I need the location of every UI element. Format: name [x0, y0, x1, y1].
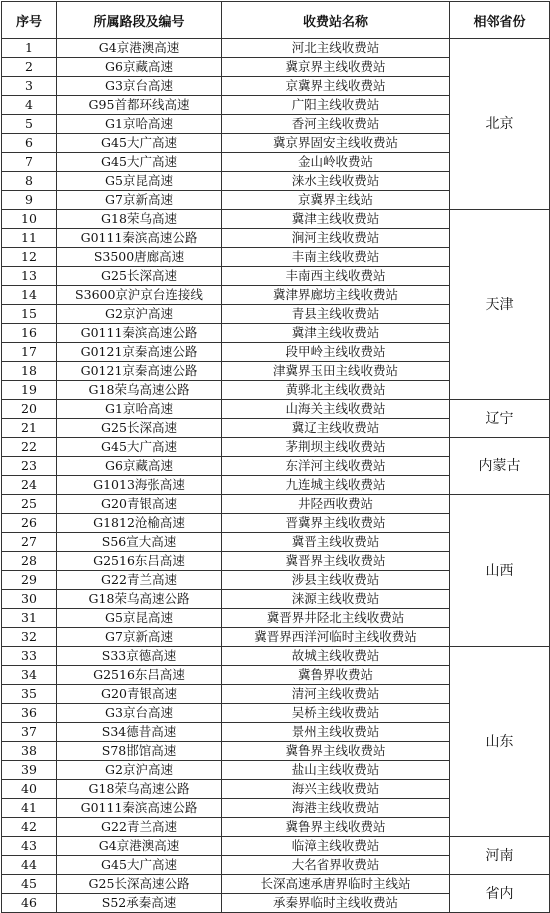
cell-station: 冀晋界西洋河临时主线收费站 [222, 628, 450, 647]
cell-index: 38 [2, 742, 57, 761]
cell-index: 5 [2, 115, 57, 134]
cell-index: 6 [2, 134, 57, 153]
cell-road: G20青银高速 [57, 495, 222, 514]
cell-index: 44 [2, 856, 57, 875]
cell-road: G7京新高速 [57, 628, 222, 647]
cell-station: 冀鲁界收费站 [222, 666, 450, 685]
cell-road: G4京港澳高速 [57, 837, 222, 856]
table-row [2, 39, 550, 58]
cell-road: G0121京秦高速公路 [57, 362, 222, 381]
cell-road: G18荣乌高速公路 [57, 381, 222, 400]
cell-road: G3京台高速 [57, 77, 222, 96]
cell-index: 1 [2, 39, 57, 58]
cell-station: 井陉西收费站 [222, 495, 450, 514]
cell-province: 河南 [450, 837, 550, 875]
cell-road: S3600京沪京台连接线 [57, 286, 222, 305]
cell-station: 京冀界主线收费站 [222, 77, 450, 96]
cell-station: 盐山主线收费站 [222, 761, 450, 780]
cell-road: S33京德高速 [57, 647, 222, 666]
cell-station: 吴桥主线收费站 [222, 704, 450, 723]
cell-index: 4 [2, 96, 57, 115]
cell-station: 冀津主线收费站 [222, 324, 450, 343]
cell-station: 冀京界主线收费站 [222, 58, 450, 77]
header-row [2, 2, 550, 39]
cell-station: 故城主线收费站 [222, 647, 450, 666]
cell-station: 金山岭收费站 [222, 153, 450, 172]
cell-index: 27 [2, 533, 57, 552]
cell-index: 15 [2, 305, 57, 324]
cell-road: G1京哈高速 [57, 400, 222, 419]
cell-road: G20青银高速 [57, 685, 222, 704]
cell-station: 冀晋主线收费站 [222, 533, 450, 552]
cell-station: 香河主线收费站 [222, 115, 450, 134]
cell-index: 17 [2, 343, 57, 362]
cell-station: 山海关主线收费站 [222, 400, 450, 419]
cell-province: 省内 [450, 875, 550, 913]
cell-station: 河北主线收费站 [222, 39, 450, 58]
cell-road: G18荣乌高速公路 [57, 590, 222, 609]
cell-index: 26 [2, 514, 57, 533]
cell-station: 承秦界临时主线收费站 [222, 894, 450, 913]
cell-road: G0111秦滨高速公路 [57, 229, 222, 248]
cell-station: 冀鲁界主线收费站 [222, 742, 450, 761]
cell-station: 涉县主线收费站 [222, 571, 450, 590]
cell-road: G3京台高速 [57, 704, 222, 723]
cell-index: 35 [2, 685, 57, 704]
cell-road: G2京沪高速 [57, 305, 222, 324]
cell-station: 茅荆坝主线收费站 [222, 438, 450, 457]
cell-road: G0111秦滨高速公路 [57, 799, 222, 818]
cell-station: 冀津界廊坊主线收费站 [222, 286, 450, 305]
cell-index: 11 [2, 229, 57, 248]
cell-index: 34 [2, 666, 57, 685]
cell-index: 13 [2, 267, 57, 286]
cell-index: 10 [2, 210, 57, 229]
cell-road: G1013海张高速 [57, 476, 222, 495]
cell-station: 冀晋界主线收费站 [222, 552, 450, 571]
cell-road: G2516东吕高速 [57, 666, 222, 685]
cell-index: 28 [2, 552, 57, 571]
cell-road: G2京沪高速 [57, 761, 222, 780]
cell-road: S3500唐廊高速 [57, 248, 222, 267]
cell-index: 22 [2, 438, 57, 457]
cell-province: 山东 [450, 647, 550, 837]
cell-road: G25长深高速公路 [57, 875, 222, 894]
cell-road: G25长深高速 [57, 419, 222, 438]
cell-index: 42 [2, 818, 57, 837]
cell-station: 青县主线收费站 [222, 305, 450, 324]
cell-province: 内蒙古 [450, 438, 550, 495]
cell-station: 丰南西主线收费站 [222, 267, 450, 286]
cell-station: 九连城主线收费站 [222, 476, 450, 495]
cell-road: G1812沧榆高速 [57, 514, 222, 533]
cell-index: 16 [2, 324, 57, 343]
cell-index: 30 [2, 590, 57, 609]
cell-station: 冀辽主线收费站 [222, 419, 450, 438]
cell-road: G45大广高速 [57, 153, 222, 172]
cell-station: 涧河主线收费站 [222, 229, 450, 248]
cell-index: 37 [2, 723, 57, 742]
table-row [2, 210, 550, 229]
cell-index: 46 [2, 894, 57, 913]
table-row [2, 647, 550, 666]
cell-road: G45大广高速 [57, 438, 222, 457]
cell-index: 14 [2, 286, 57, 305]
cell-station: 京冀界主线站 [222, 191, 450, 210]
cell-road: G0121京秦高速公路 [57, 343, 222, 362]
cell-road: G18荣乌高速 [57, 210, 222, 229]
cell-station: 东洋河主线收费站 [222, 457, 450, 476]
cell-road: G4京港澳高速 [57, 39, 222, 58]
table-row [2, 837, 550, 856]
cell-index: 32 [2, 628, 57, 647]
cell-road: G0111秦滨高速公路 [57, 324, 222, 343]
cell-index: 31 [2, 609, 57, 628]
header-road: 所属路段及编号 [57, 2, 222, 39]
cell-index: 40 [2, 780, 57, 799]
cell-index: 7 [2, 153, 57, 172]
cell-road: G7京新高速 [57, 191, 222, 210]
cell-index: 2 [2, 58, 57, 77]
cell-road: G6京藏高速 [57, 457, 222, 476]
cell-index: 36 [2, 704, 57, 723]
table-row [2, 400, 550, 419]
header-station: 收费站名称 [222, 2, 450, 39]
cell-station: 海港主线收费站 [222, 799, 450, 818]
cell-index: 8 [2, 172, 57, 191]
cell-road: S52承秦高速 [57, 894, 222, 913]
cell-index: 43 [2, 837, 57, 856]
cell-road: G22青兰高速 [57, 818, 222, 837]
cell-index: 24 [2, 476, 57, 495]
cell-station: 涞源主线收费站 [222, 590, 450, 609]
cell-station: 涞水主线收费站 [222, 172, 450, 191]
cell-road: G25长深高速 [57, 267, 222, 286]
cell-index: 12 [2, 248, 57, 267]
table-row [2, 438, 550, 457]
cell-station: 清河主线收费站 [222, 685, 450, 704]
cell-road: G95首都环线高速 [57, 96, 222, 115]
cell-road: S34德昔高速 [57, 723, 222, 742]
cell-index: 23 [2, 457, 57, 476]
cell-station: 临漳主线收费站 [222, 837, 450, 856]
cell-province: 天津 [450, 210, 550, 400]
table-row [2, 875, 550, 894]
cell-road: G6京藏高速 [57, 58, 222, 77]
toll-station-table [1, 1, 550, 913]
cell-province: 辽宁 [450, 400, 550, 438]
cell-road: G5京昆高速 [57, 172, 222, 191]
cell-road: G45大广高速 [57, 856, 222, 875]
cell-station: 晋冀界主线收费站 [222, 514, 450, 533]
cell-index: 33 [2, 647, 57, 666]
header-province: 相邻省份 [450, 2, 550, 39]
cell-index: 29 [2, 571, 57, 590]
cell-station: 黄骅北主线收费站 [222, 381, 450, 400]
cell-station: 长深高速承唐界临时主线站 [222, 875, 450, 894]
cell-station: 大名省界收费站 [222, 856, 450, 875]
cell-road: G45大广高速 [57, 134, 222, 153]
cell-index: 19 [2, 381, 57, 400]
cell-road: G1京哈高速 [57, 115, 222, 134]
cell-station: 冀津主线收费站 [222, 210, 450, 229]
cell-road: S78邯馆高速 [57, 742, 222, 761]
cell-index: 21 [2, 419, 57, 438]
cell-station: 丰南主线收费站 [222, 248, 450, 267]
cell-road: G2516东吕高速 [57, 552, 222, 571]
cell-station: 景州主线收费站 [222, 723, 450, 742]
cell-road: G5京昆高速 [57, 609, 222, 628]
table-row [2, 495, 550, 514]
cell-index: 3 [2, 77, 57, 96]
cell-station: 海兴主线收费站 [222, 780, 450, 799]
cell-index: 39 [2, 761, 57, 780]
header-index: 序号 [2, 2, 57, 39]
cell-road: S56宣大高速 [57, 533, 222, 552]
cell-station: 冀京界固安主线收费站 [222, 134, 450, 153]
cell-index: 41 [2, 799, 57, 818]
cell-station: 段甲岭主线收费站 [222, 343, 450, 362]
cell-province: 北京 [450, 39, 550, 210]
cell-index: 20 [2, 400, 57, 419]
cell-index: 45 [2, 875, 57, 894]
cell-station: 广阳主线收费站 [222, 96, 450, 115]
cell-station: 冀鲁界主线收费站 [222, 818, 450, 837]
cell-index: 18 [2, 362, 57, 381]
cell-station: 冀晋界井陉北主线收费站 [222, 609, 450, 628]
cell-road: G22青兰高速 [57, 571, 222, 590]
table-body [2, 39, 550, 913]
cell-road: G18荣乌高速公路 [57, 780, 222, 799]
cell-index: 25 [2, 495, 57, 514]
cell-station: 津冀界玉田主线收费站 [222, 362, 450, 381]
cell-index: 9 [2, 191, 57, 210]
cell-province: 山西 [450, 495, 550, 647]
